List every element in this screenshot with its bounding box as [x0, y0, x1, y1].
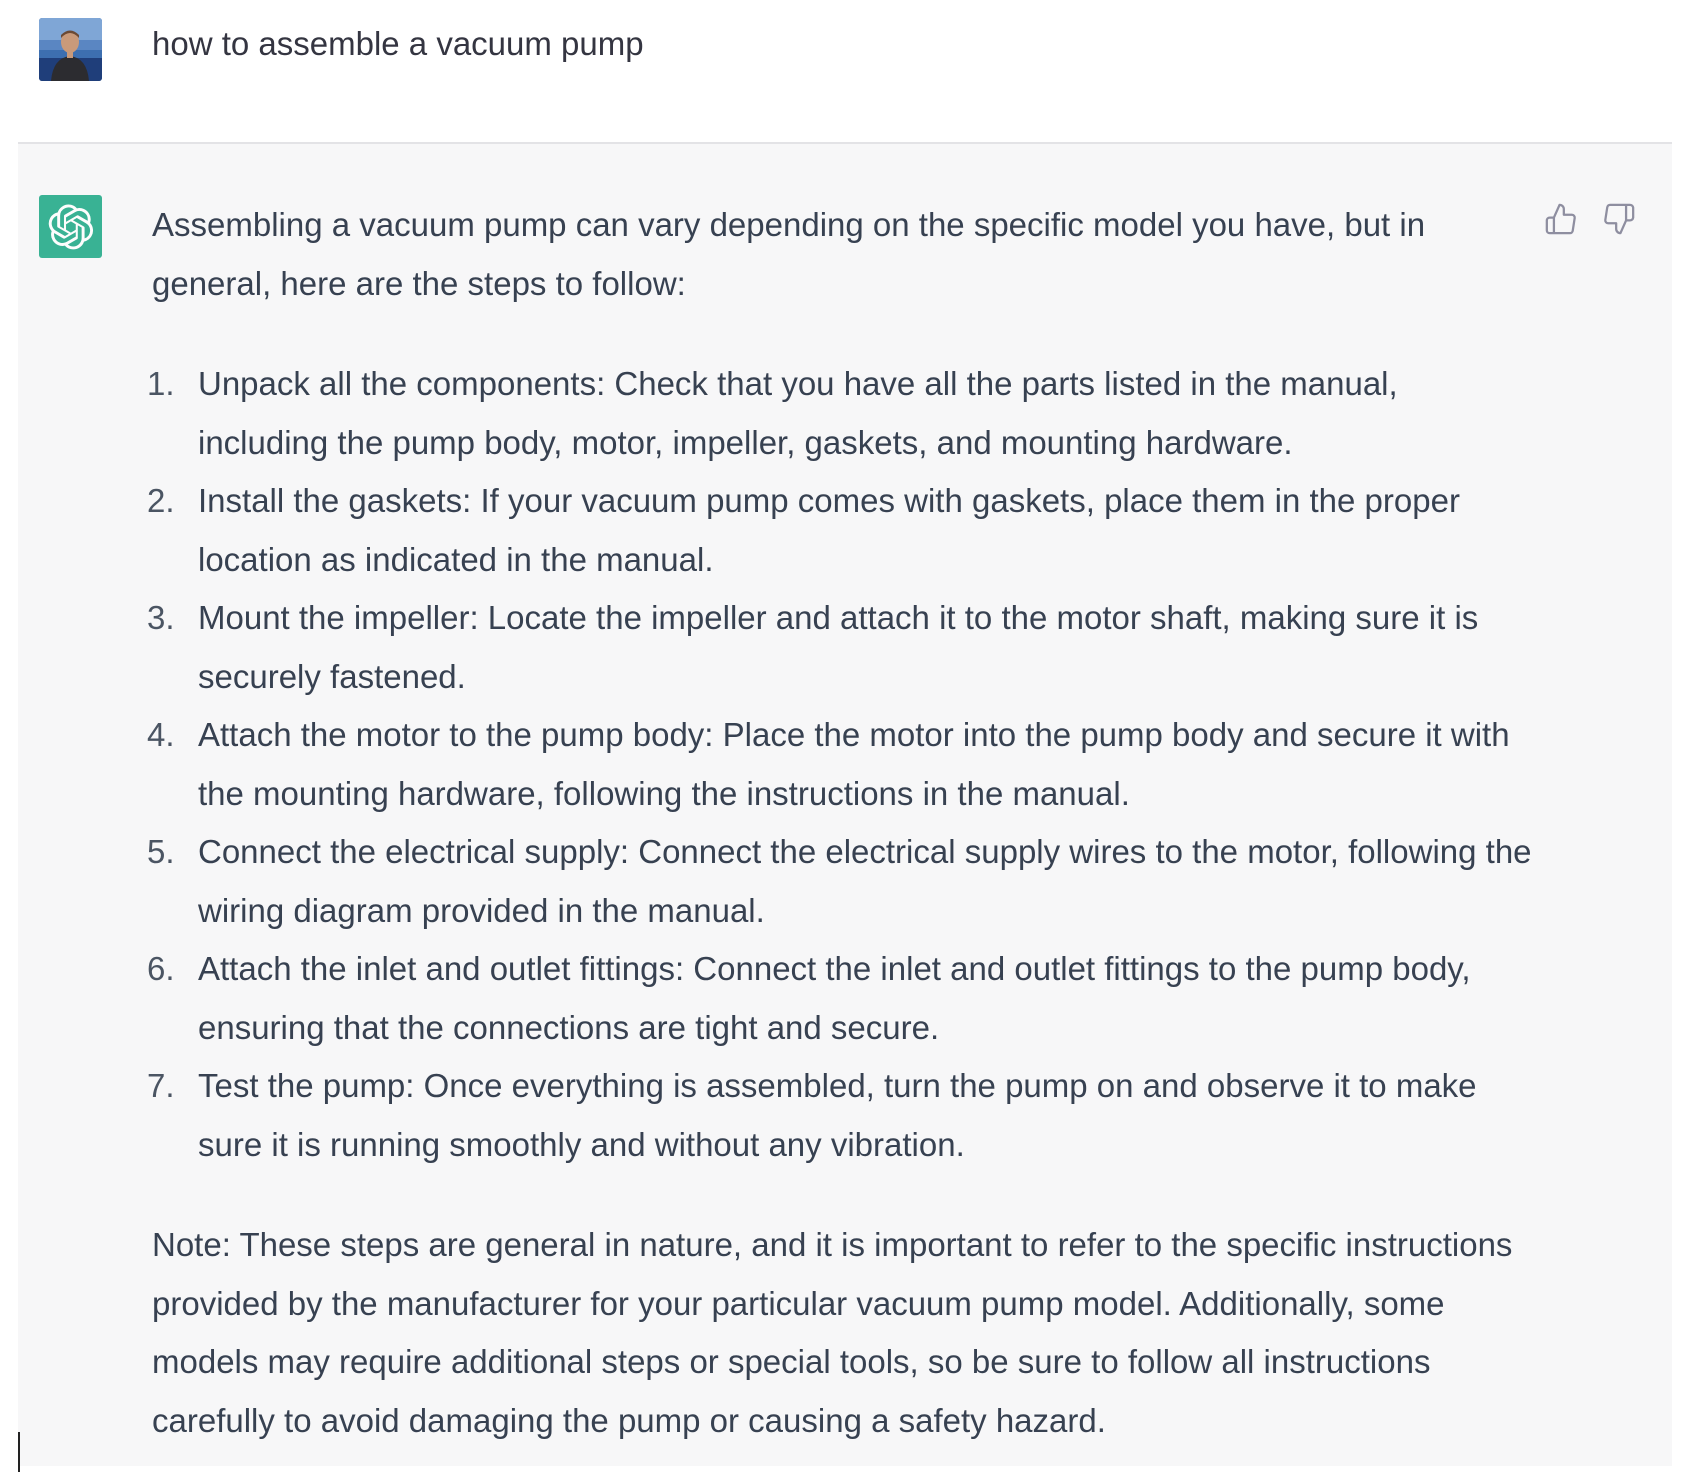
step-item	[147, 472, 1532, 589]
step-text: Install the gaskets: If your vacuum pump comes with gaskets, place them in the proper location as indicated in the manual.	[198, 482, 1460, 578]
steps-list	[147, 355, 1532, 1174]
step-item	[147, 355, 1532, 472]
step-text: Mount the impeller: Locate the impeller and attach it to the motor shaft, making sure it is securely fastened.	[198, 599, 1479, 695]
step-number: 6.	[147, 950, 175, 987]
thumbs-down-button[interactable]	[1602, 202, 1636, 236]
step-number: 1.	[147, 365, 175, 402]
step-item	[147, 823, 1532, 940]
step-text: Test the pump: Once everything is assembled, turn the pump on and observe it to make sure it is running smoothly and without any vibration.	[198, 1067, 1477, 1163]
assistant-intro: Assembling a vacuum pump can vary depending on the specific model you have, but in general, here are the steps to follow:	[152, 206, 1426, 302]
step-number: 3.	[147, 599, 175, 636]
user-message-text: how to assemble a vacuum pump	[152, 25, 644, 62]
step-number: 5.	[147, 833, 175, 870]
user-avatar	[39, 18, 102, 81]
step-item	[147, 706, 1532, 823]
assistant-message-body	[147, 196, 1532, 1450]
openai-logo-icon	[48, 204, 94, 250]
step-number: 2.	[147, 482, 175, 519]
assistant-note: Note: These steps are general in nature, and it is important to refer to the specific instructions provided by the manufacturer for your particular vacuum pump model. Additionally, some models may require additional steps or special tools, so be sure to follow all instructions carefully to avoid damaging the pump or causing a safety hazard.	[152, 1226, 1513, 1439]
step-item	[147, 940, 1532, 1057]
step-number: 7.	[147, 1067, 175, 1104]
step-item	[147, 1057, 1532, 1174]
user-photo-avatar-icon	[39, 18, 102, 81]
assistant-avatar	[39, 195, 102, 258]
user-message-row	[18, 0, 1672, 142]
step-item	[147, 589, 1532, 706]
step-text: Attach the motor to the pump body: Place the motor into the pump body and secure it with the mounting hardware, following the instructions in the manual.	[198, 716, 1510, 812]
step-text: Attach the inlet and outlet fittings: Connect the inlet and outlet fittings to the pump body, ensuring that the connections are tight and secure.	[198, 950, 1471, 1046]
thumbs-down-icon	[1602, 202, 1636, 236]
text-cursor	[18, 1432, 20, 1472]
step-text: Connect the electrical supply: Connect the electrical supply wires to the motor, following the wiring diagram provided in the manual.	[198, 833, 1532, 929]
thumbs-up-button[interactable]	[1544, 202, 1578, 236]
step-text: Unpack all the components: Check that you have all the parts listed in the manual, including the pump body, motor, impeller, gaskets, and mounting hardware.	[198, 365, 1398, 461]
assistant-message-row	[18, 144, 1672, 1466]
thumbs-up-icon	[1544, 202, 1578, 236]
feedback-buttons	[1544, 202, 1636, 236]
step-number: 4.	[147, 716, 175, 753]
